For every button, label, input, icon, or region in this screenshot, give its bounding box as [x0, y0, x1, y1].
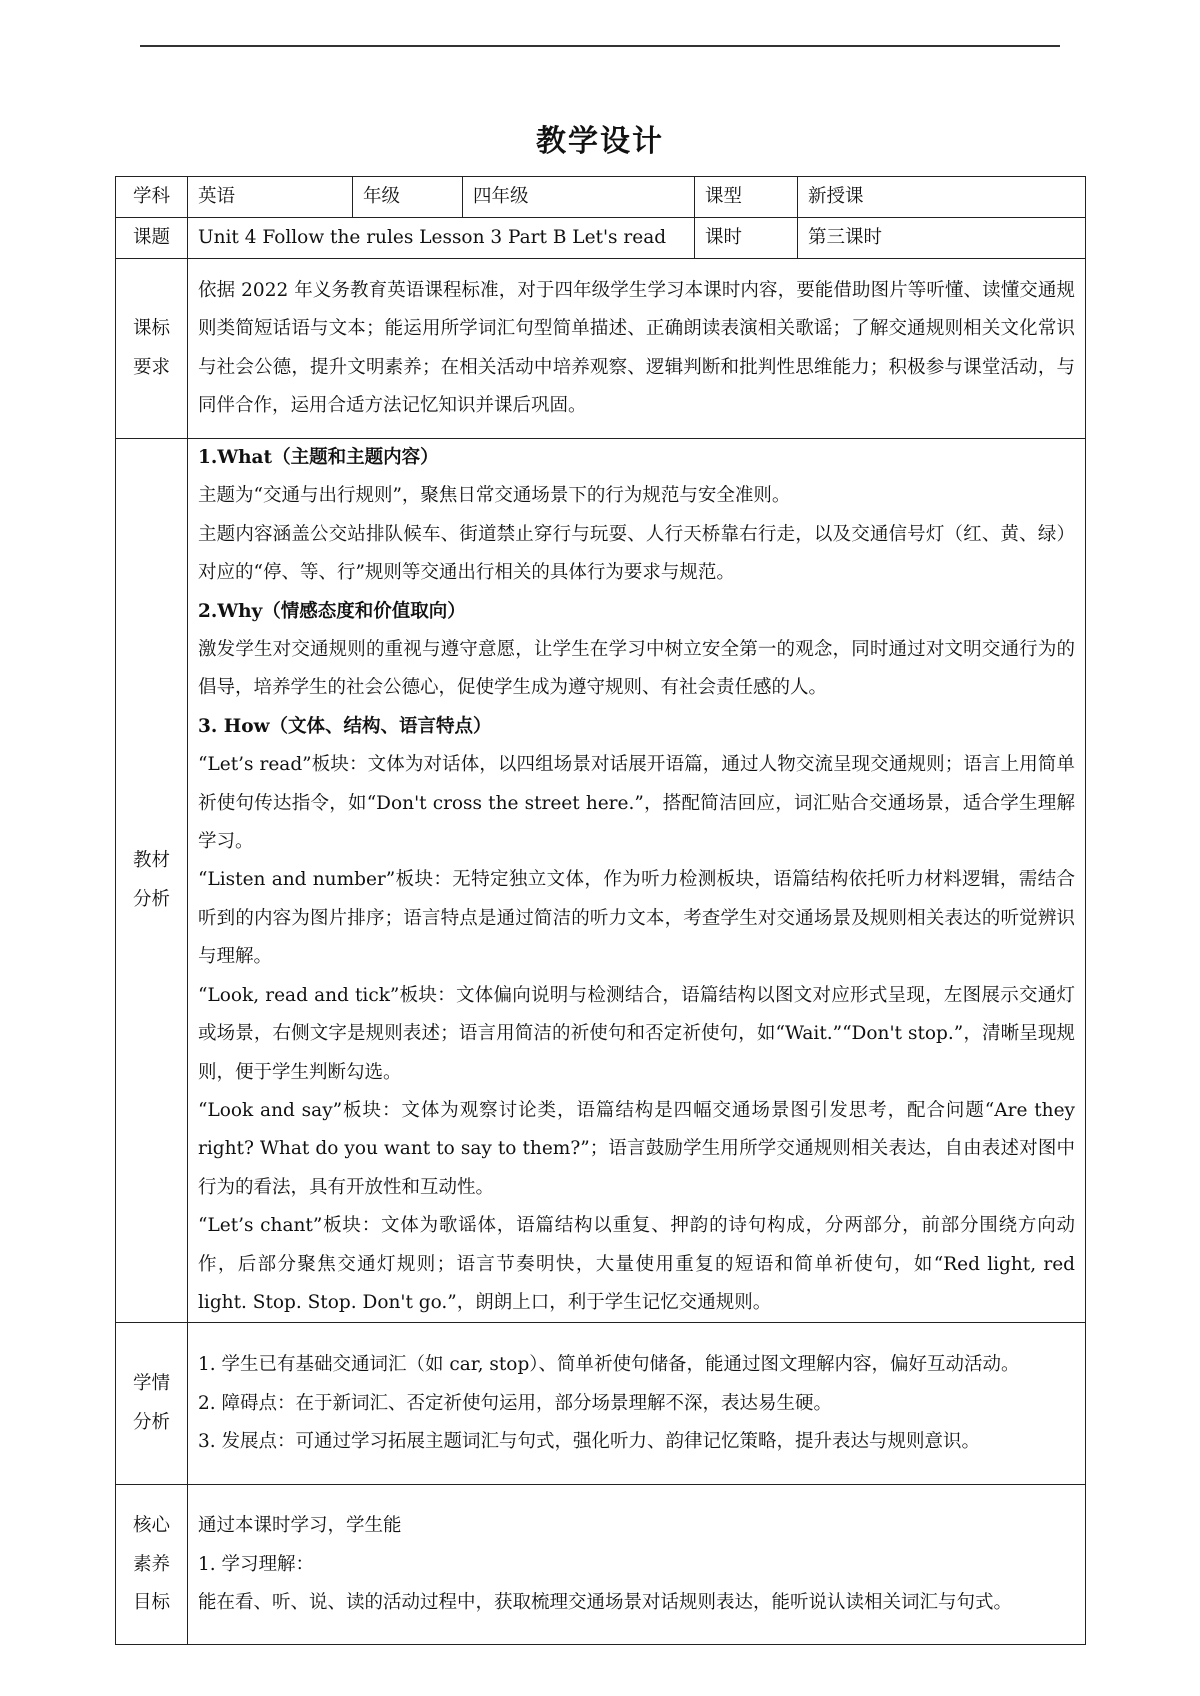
- student-point-3: 3. 发展点：可通过学习拓展主题词汇与句式，强化听力、韵律记忆策略，提升表达与规则意识。: [198, 1431, 981, 1453]
- student-point-1: 1. 学生已有基础交通词汇（如 car, stop）、简单祈使句储备，能通过图文理解内容，偏好互动活动。: [198, 1354, 1020, 1376]
- table-row-curriculum: [116, 259, 1086, 439]
- lesson-plan-table: [115, 176, 1086, 1645]
- material-analysis: [188, 439, 1086, 1323]
- table-row-subject: [116, 177, 1086, 218]
- grade-value: 四年级: [463, 177, 695, 218]
- core-goals: [188, 1485, 1086, 1645]
- period-value: 第三课时: [798, 218, 1086, 259]
- document-title: 教学设计: [536, 124, 664, 159]
- student-analysis: [188, 1323, 1086, 1485]
- table-row-material: [116, 439, 1086, 1323]
- table-row-topic: [116, 218, 1086, 259]
- core-goals-label: 核心 素养 目标: [116, 1485, 188, 1645]
- topic-value: Unit 4 Follow the rules Lesson 3 Part B Let's read: [188, 218, 695, 259]
- how-look-and-say: “Look and say”板块：文体为观察讨论类，语篇结构是四幅交通场景图引发思考，配合问题“Are they right? What do you want to say to them?”；语言鼓励学生用所学交通规则相关表达，自由表述对图中行为的看法，具有开放性和互动性。: [198, 1099, 1075, 1198]
- table-row-goals: [116, 1485, 1086, 1645]
- topic-label: 课题: [116, 218, 188, 259]
- curriculum-label: 课标 要求: [116, 259, 188, 439]
- why-heading: 2.Why（情感态度和价值取向）: [198, 600, 466, 622]
- curriculum-requirements: [188, 259, 1086, 439]
- how-look-read-tick: “Look, read and tick”板块：文体偏向说明与检测结合，语篇结构以图文对应形式呈现，左图展示交通灯或场景，右侧文字是规则表述；语言用简洁的祈使句和否定祈使句，如“Wait.”“Don't stop.”，清晰呈现规则，便于学生判断勾选。: [198, 984, 1075, 1083]
- what-heading: 1.What（主题和主题内容）: [198, 447, 439, 468]
- grade-label: 年级: [353, 177, 463, 218]
- subject-label: 学科: [116, 177, 188, 218]
- how-lets-read: “Let’s read”板块：文体为对话体，以四组场景对话展开语篇，通过人物交流呈现交通规则；语言上用简单祈使句传达指令，如“Don't cross the street here.”，搭配简洁回应，词汇贴合交通场景，适合学生理解学习。: [198, 754, 1075, 853]
- what-paragraph-2: 主题内容涵盖公交站排队候车、街道禁止穿行与玩耍、人行天桥靠右行走，以及交通信号灯（红、黄、绿）对应的“停、等、行”规则等交通出行相关的具体行为要求与规范。: [198, 523, 1075, 584]
- header-rule: [140, 45, 1060, 47]
- how-heading: 3. How（文体、结构、语言特点）: [198, 715, 492, 737]
- goal-1-text: 能在看、听、说、读的活动过程中，获取梳理交通场景对话规则表达，能听说认读相关词汇与句式。: [198, 1592, 1013, 1614]
- subject-value: 英语: [188, 177, 353, 218]
- student-analysis-label: 学情 分析: [116, 1323, 188, 1485]
- what-paragraph-1: 主题为“交通与出行规则”，聚焦日常交通场景下的行为规范与安全准则。: [198, 485, 791, 507]
- student-point-2: 2. 障碍点：在于新词汇、否定祈使句运用，部分场景理解不深，表达易生硬。: [198, 1392, 833, 1414]
- table-row-students: [116, 1323, 1086, 1485]
- lesson-type-value: 新授课: [798, 177, 1086, 218]
- goal-1-heading: 1. 学习理解：: [198, 1553, 315, 1575]
- goals-intro: 通过本课时学习，学生能: [198, 1515, 402, 1537]
- lesson-type-label: 课型: [695, 177, 798, 218]
- why-paragraph: 激发学生对交通规则的重视与遵守意愿，让学生在学习中树立安全第一的观念，同时通过对文明交通行为的倡导，培养学生的社会公德心，促使学生成为遵守规则、有社会责任感的人。: [198, 639, 1075, 699]
- how-listen-and-number: “Listen and number”板块：无特定独立文体，作为听力检测板块，语篇结构依托听力材料逻辑，需结合听到的内容为图片排序；语言特点是通过简洁的听力文本，考查学生对交通场景及规则相关表达的听觉辨识与理解。: [198, 869, 1075, 968]
- period-label: 课时: [695, 218, 798, 259]
- curriculum-text: 依据 2022 年义务教育英语课程标准，对于四年级学生学习本课时内容，要能借助图片等听懂、读懂交通规则类简短话语与文本；能运用所学词汇句型简单描述、正确朗读表演相关歌谣；了解交通规则相关文化常识与社会公德，提升文明素养；在相关活动中培养观察、逻辑判断和批判性思维能力；积极参与课堂活动，与同伴合作，运用合适方法记忆知识并课后巩固。: [198, 279, 1075, 416]
- how-lets-chant: “Let’s chant”板块：文体为歌谣体，语篇结构以重复、押韵的诗句构成，分两部分，前部分围绕方向动作，后部分聚焦交通灯规则；语言节奏明快，大量使用重复的短语和简单祈使句，如“Red light, red light. Stop. Stop. Don't go.”，朗朗上口，利于学生记忆交通规则。: [198, 1215, 1075, 1313]
- material-label: 教材 分析: [116, 439, 188, 1323]
